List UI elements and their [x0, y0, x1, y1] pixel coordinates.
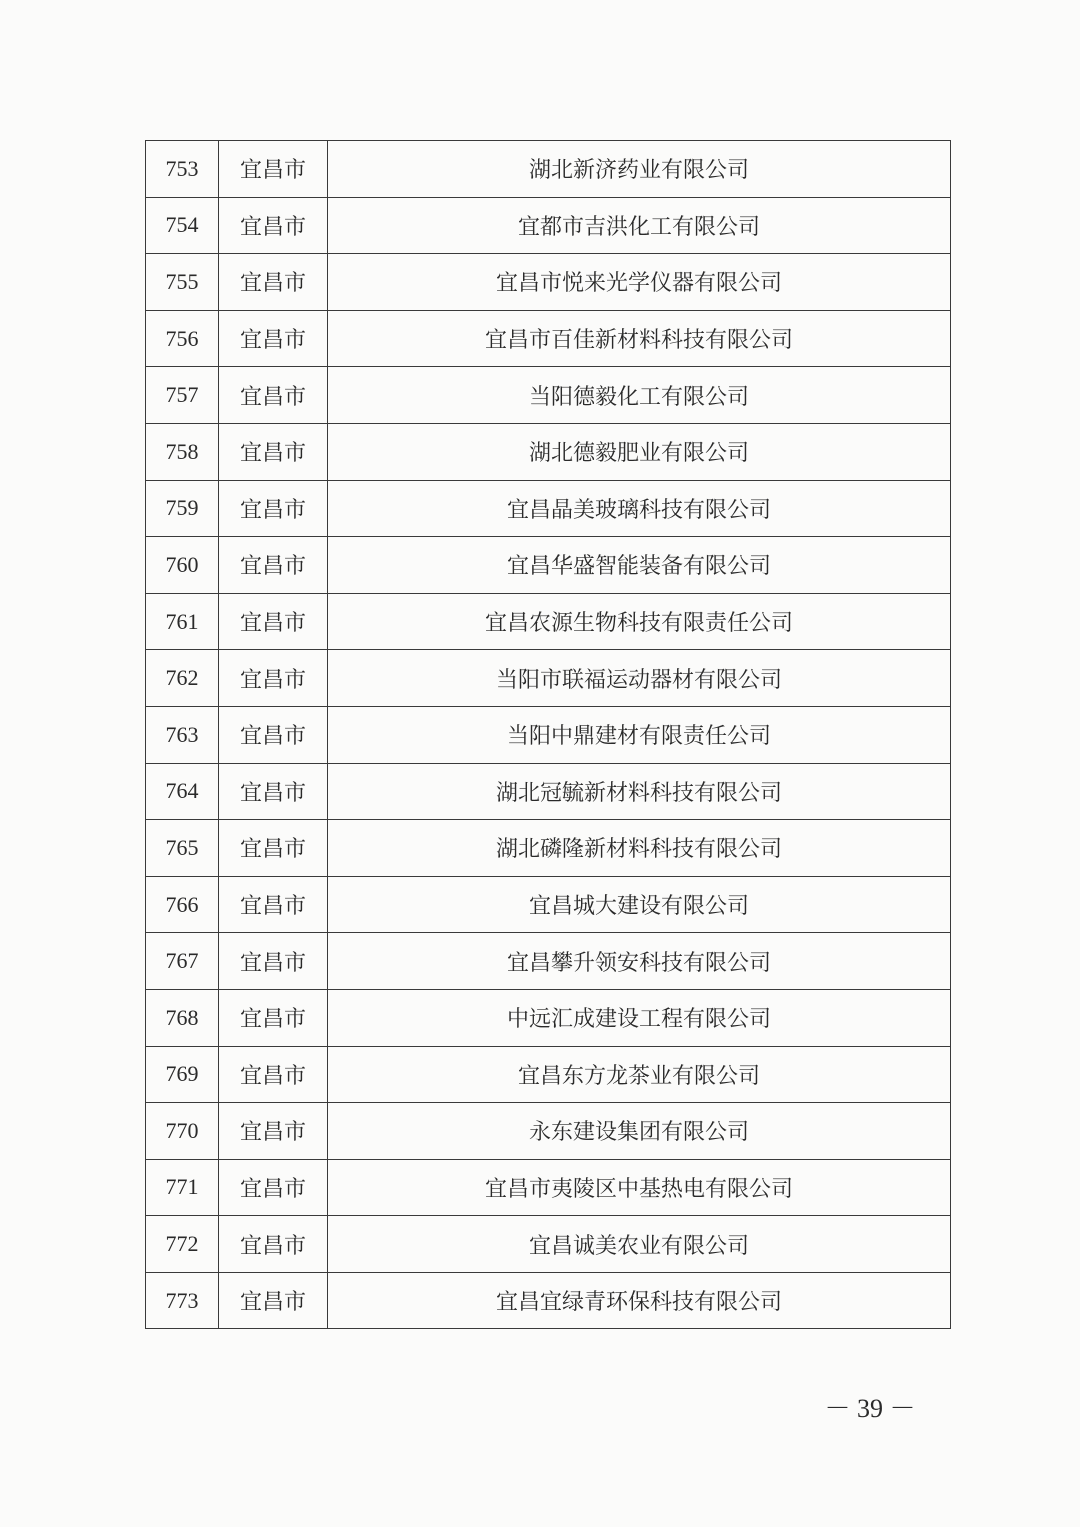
- city-cell: 宜昌市: [219, 141, 328, 198]
- row-number-cell: 769: [146, 1046, 219, 1103]
- row-number-cell: 772: [146, 1216, 219, 1273]
- row-number-cell: 758: [146, 423, 219, 480]
- city-cell: 宜昌市: [219, 1216, 328, 1273]
- table-row: [146, 254, 951, 311]
- city-cell: 宜昌市: [219, 706, 328, 763]
- table-body: [146, 141, 951, 1329]
- row-number-cell: 760: [146, 537, 219, 594]
- page-number: － 39 －: [824, 1394, 916, 1423]
- company-name-cell: 宜昌东方龙茶业有限公司: [328, 1046, 951, 1103]
- table-row: [146, 367, 951, 424]
- company-name-cell: 宜昌华盛智能装备有限公司: [328, 537, 951, 594]
- row-number-cell: 773: [146, 1272, 219, 1329]
- table-row: [146, 480, 951, 537]
- city-cell: 宜昌市: [219, 820, 328, 877]
- table-row: [146, 1216, 951, 1273]
- city-cell: 宜昌市: [219, 933, 328, 990]
- company-name-cell: 宜都市吉洪化工有限公司: [328, 197, 951, 254]
- city-cell: 宜昌市: [219, 989, 328, 1046]
- row-number-cell: 755: [146, 254, 219, 311]
- city-cell: 宜昌市: [219, 593, 328, 650]
- row-number-cell: 770: [146, 1103, 219, 1160]
- city-cell: 宜昌市: [219, 480, 328, 537]
- company-name-cell: 湖北新济药业有限公司: [328, 141, 951, 198]
- table-row: [146, 763, 951, 820]
- company-name-cell: 宜昌城大建设有限公司: [328, 876, 951, 933]
- company-table: [145, 140, 951, 1329]
- row-number-cell: 771: [146, 1159, 219, 1216]
- table-row: [146, 989, 951, 1046]
- company-name-cell: 当阳中鼎建材有限责任公司: [328, 706, 951, 763]
- row-number-cell: 754: [146, 197, 219, 254]
- row-number-cell: 761: [146, 593, 219, 650]
- company-name-cell: 宜昌农源生物科技有限责任公司: [328, 593, 951, 650]
- city-cell: 宜昌市: [219, 1103, 328, 1160]
- city-cell: 宜昌市: [219, 876, 328, 933]
- table-row: [146, 537, 951, 594]
- city-cell: 宜昌市: [219, 310, 328, 367]
- row-number-cell: 765: [146, 820, 219, 877]
- company-name-cell: 湖北德毅肥业有限公司: [328, 423, 951, 480]
- company-name-cell: 当阳德毅化工有限公司: [328, 367, 951, 424]
- row-number-cell: 764: [146, 763, 219, 820]
- row-number-cell: 753: [146, 141, 219, 198]
- table-row: [146, 650, 951, 707]
- table-row: [146, 706, 951, 763]
- city-cell: 宜昌市: [219, 197, 328, 254]
- city-cell: 宜昌市: [219, 254, 328, 311]
- table-row: [146, 1272, 951, 1329]
- city-cell: 宜昌市: [219, 537, 328, 594]
- row-number-cell: 763: [146, 706, 219, 763]
- table-row: [146, 310, 951, 367]
- row-number-cell: 768: [146, 989, 219, 1046]
- row-number-cell: 759: [146, 480, 219, 537]
- row-number-cell: 756: [146, 310, 219, 367]
- row-number-cell: 766: [146, 876, 219, 933]
- table-row: [146, 197, 951, 254]
- table-row: [146, 820, 951, 877]
- city-cell: 宜昌市: [219, 763, 328, 820]
- table-row: [146, 141, 951, 198]
- company-name-cell: 宜昌攀升领安科技有限公司: [328, 933, 951, 990]
- table-row: [146, 1103, 951, 1160]
- row-number-cell: 757: [146, 367, 219, 424]
- company-name-cell: 永东建设集团有限公司: [328, 1103, 951, 1160]
- company-name-cell: 宜昌市百佳新材料科技有限公司: [328, 310, 951, 367]
- row-number-cell: 767: [146, 933, 219, 990]
- company-name-cell: 湖北磷隆新材料科技有限公司: [328, 820, 951, 877]
- table-row: [146, 1159, 951, 1216]
- table-row: [146, 423, 951, 480]
- city-cell: 宜昌市: [219, 367, 328, 424]
- city-cell: 宜昌市: [219, 1272, 328, 1329]
- table-row: [146, 933, 951, 990]
- city-cell: 宜昌市: [219, 650, 328, 707]
- city-cell: 宜昌市: [219, 1159, 328, 1216]
- company-name-cell: 宜昌诚美农业有限公司: [328, 1216, 951, 1273]
- company-name-cell: 宜昌市夷陵区中基热电有限公司: [328, 1159, 951, 1216]
- table-row: [146, 1046, 951, 1103]
- city-cell: 宜昌市: [219, 1046, 328, 1103]
- row-number-cell: 762: [146, 650, 219, 707]
- company-name-cell: 宜昌市悦来光学仪器有限公司: [328, 254, 951, 311]
- company-name-cell: 湖北冠毓新材料科技有限公司: [328, 763, 951, 820]
- company-name-cell: 当阳市联福运动器材有限公司: [328, 650, 951, 707]
- city-cell: 宜昌市: [219, 423, 328, 480]
- company-name-cell: 宜昌宜绿青环保科技有限公司: [328, 1272, 951, 1329]
- table-row: [146, 876, 951, 933]
- company-name-cell: 中远汇成建设工程有限公司: [328, 989, 951, 1046]
- company-name-cell: 宜昌晶美玻璃科技有限公司: [328, 480, 951, 537]
- table-row: [146, 593, 951, 650]
